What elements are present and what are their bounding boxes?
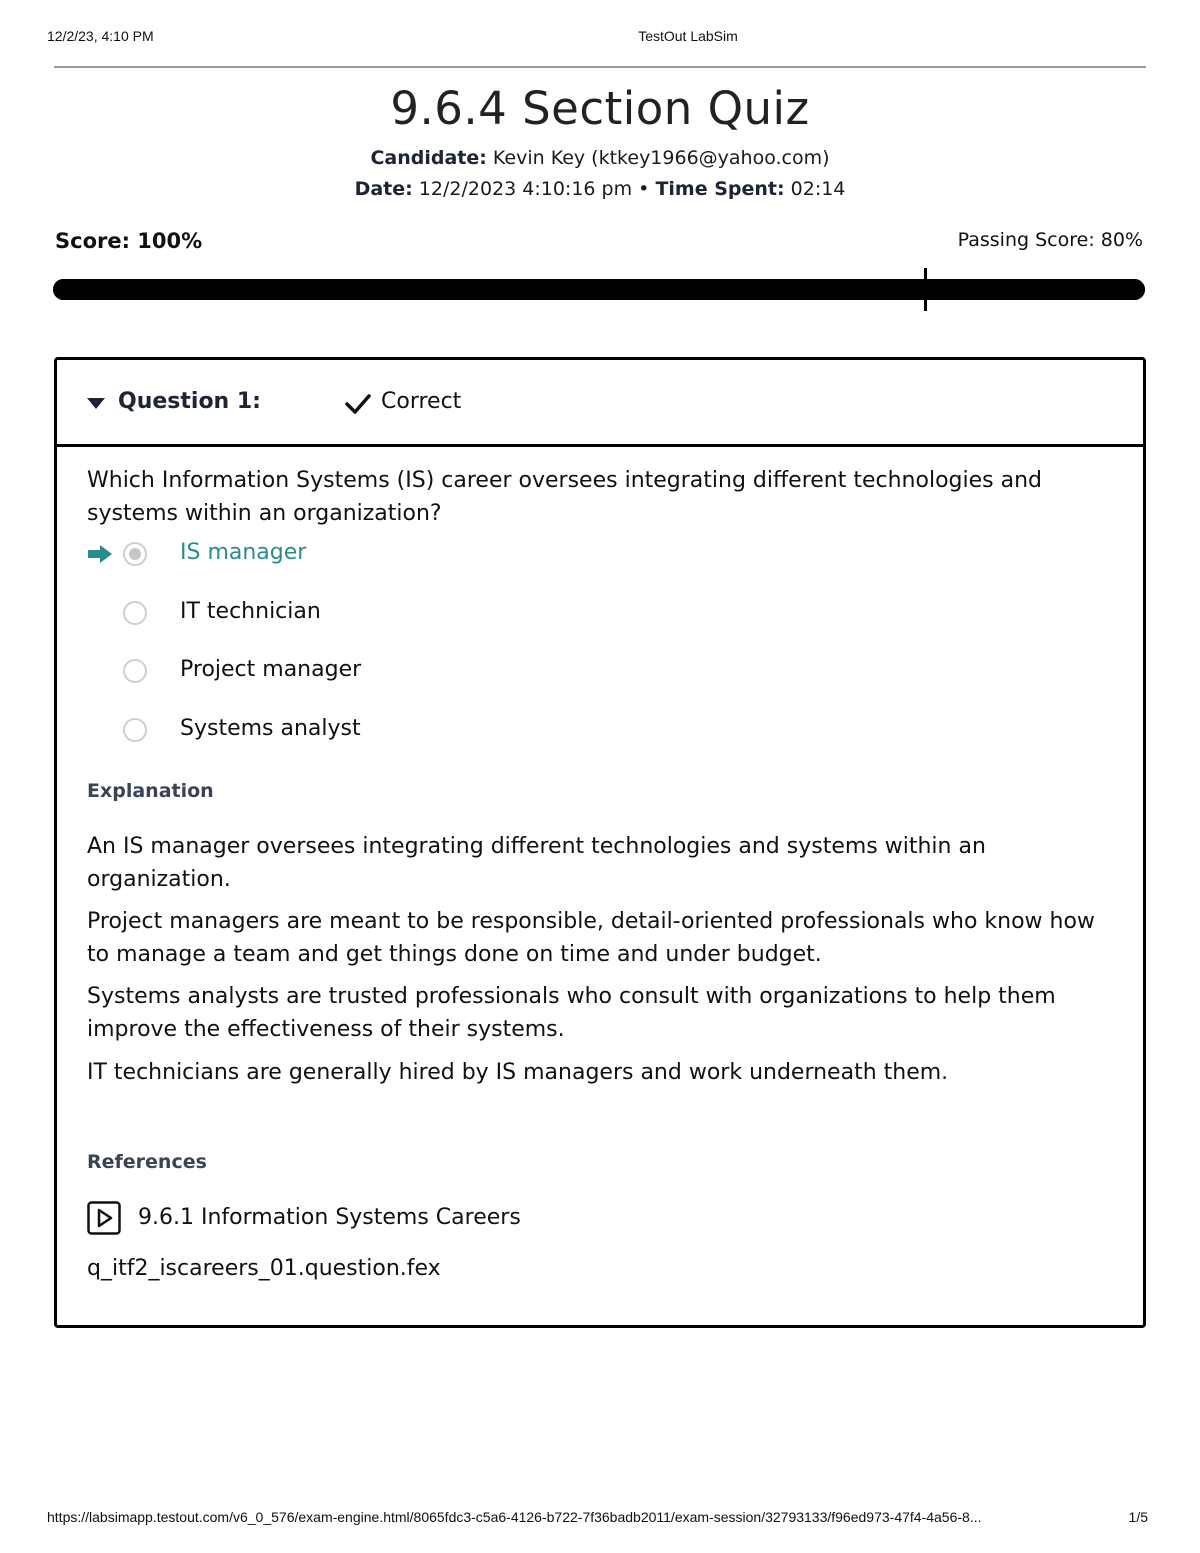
answer-label: IT technician [180, 599, 321, 624]
answer-option-project-manager[interactable] [57, 653, 757, 693]
score-text: Score: 100% [55, 229, 203, 253]
header-divider [54, 66, 1146, 68]
time-spent-value: 02:14 [790, 178, 846, 200]
answer-radio[interactable] [123, 718, 147, 742]
page-number: 1/5 [1128, 1509, 1148, 1525]
arrow-right-icon [87, 544, 113, 564]
print-date: 12/2/23, 4:10 PM [47, 28, 154, 44]
passing-score-marker [924, 268, 927, 311]
answer-label: Systems analyst [180, 716, 361, 741]
explanation-paragraph: An IS manager oversees integrating different technologies and systems within an organization. [87, 834, 986, 892]
score-progress-bar [53, 279, 1145, 300]
answer-label: IS manager [180, 540, 307, 565]
question-text: Which Information Systems (IS) career oversees integrating different technologies and systems within an organization? [87, 468, 1042, 526]
answer-radio[interactable] [123, 659, 147, 683]
check-icon [344, 390, 372, 418]
candidate-line [0, 147, 1200, 169]
date-label: Date: [354, 178, 413, 200]
answer-radio[interactable] [123, 601, 147, 625]
question-number: Question 1: [118, 389, 261, 414]
page-title: 9.6.4 Section Quiz [390, 82, 810, 135]
explanation-paragraph: Project managers are meant to be responsible, detail-oriented professionals who know how to manage a team and get things done on time and under budget. [87, 909, 1095, 967]
answer-option-systems-analyst[interactable] [57, 712, 757, 752]
caret-down-icon[interactable] [87, 398, 105, 409]
question-status: Correct [381, 389, 462, 414]
score-progress-fill [53, 279, 1145, 300]
print-title: TestOut LabSim [638, 28, 738, 44]
explanation-heading: Explanation [87, 780, 214, 802]
play-icon[interactable] [87, 1201, 121, 1235]
time-spent-label: Time Spent: [655, 178, 785, 200]
date-value: 12/2/2023 4:10:16 pm [418, 178, 633, 200]
print-footer [0, 1507, 1200, 1529]
explanation-paragraph: IT technicians are generally hired by IS managers and work underneath them. [87, 1060, 949, 1085]
meta-separator: • [638, 178, 650, 200]
date-line [0, 178, 1200, 200]
answer-label: Project manager [180, 657, 362, 682]
reference-link-label[interactable]: 9.6.1 Information Systems Careers [138, 1205, 521, 1230]
passing-score-text: Passing Score: 80% [957, 229, 1143, 251]
answer-option-is-manager[interactable] [57, 536, 757, 576]
reference-file-name: q_itf2_iscareers_01.question.fex [87, 1256, 441, 1281]
answer-radio[interactable] [123, 542, 147, 566]
candidate-label: Candidate: [370, 147, 487, 169]
print-header [0, 26, 1200, 50]
reference-link[interactable] [87, 1200, 687, 1236]
question-header[interactable] [57, 360, 1143, 447]
references-heading: References [87, 1151, 207, 1173]
explanation-paragraph: Systems analysts are trusted professionals who consult with organizations to help them improve the effectiveness of their systems. [87, 984, 1056, 1042]
candidate-value: Kevin Key (ktkey1966@yahoo.com) [492, 147, 830, 169]
question-card [54, 357, 1146, 1328]
answer-option-it-technician[interactable] [57, 595, 757, 635]
print-url: https://labsimapp.testout.com/v6_0_576/exam-engine.html/8065fdc3-c5a6-4126-b722-7f36badb2011/exam-session/32793133/f96ed973-47f4-4a56-8... [47, 1509, 982, 1525]
